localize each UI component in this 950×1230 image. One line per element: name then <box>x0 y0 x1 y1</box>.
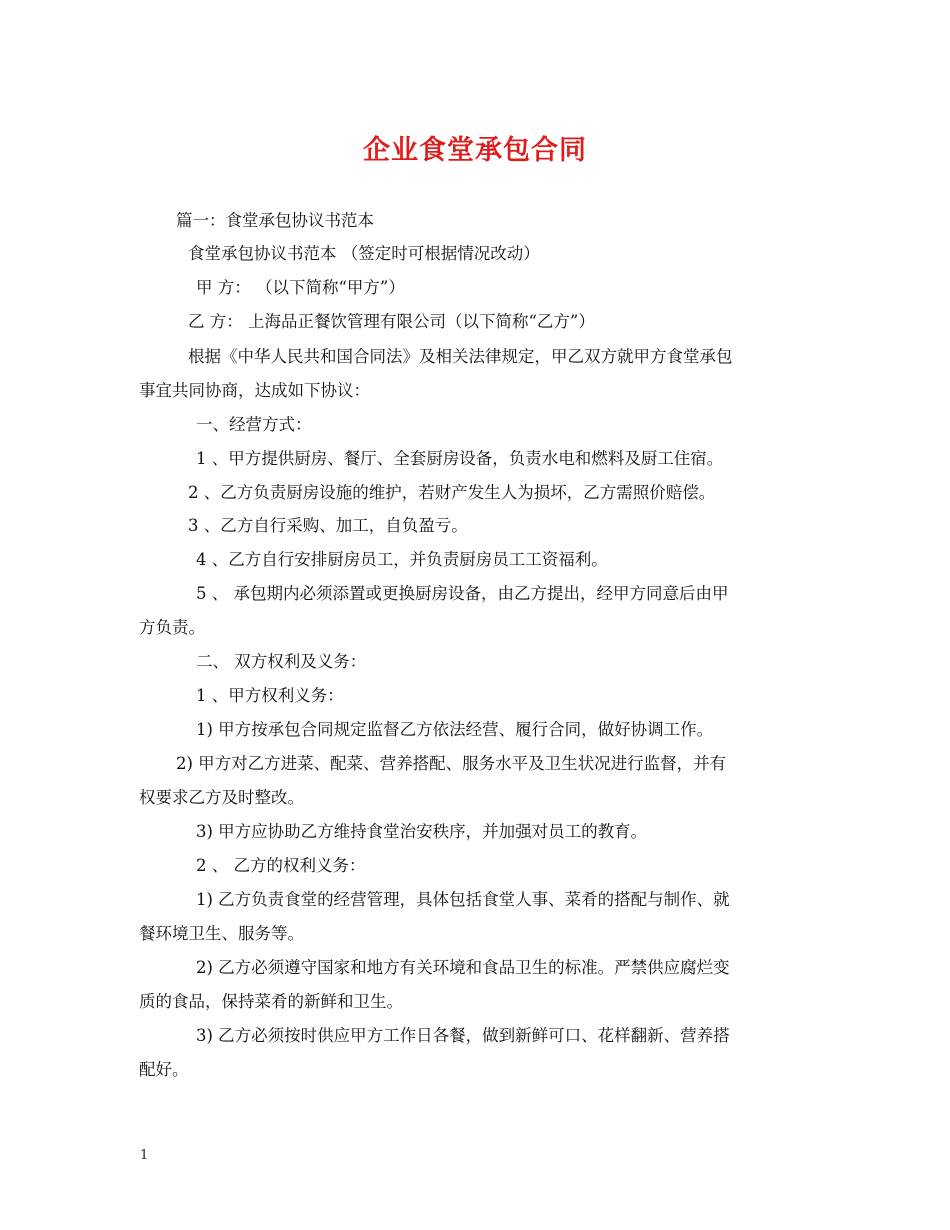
text-line: 方负责。 <box>139 618 205 637</box>
text-line: 根据《中华人民共和国合同法》及相关法律规定，甲乙双方就甲方食堂承包 <box>188 347 733 366</box>
text-line: 配好。 <box>139 1060 189 1079</box>
text-line: 3) 乙方必须按时供应甲方工作日各餐，做到新鲜可口、花样翻新、营养搭 <box>196 1026 730 1045</box>
text-line: 一、经营方式： <box>196 415 312 434</box>
text-line: 篇一：食堂承包协议书范本 <box>176 211 374 230</box>
text-line: 5 、 承包期内必须添置或更换厨房设备，由乙方提出，经甲方同意后由甲 <box>196 584 729 603</box>
text-line: 甲 方： （以下简称“甲方”） <box>196 278 405 297</box>
text-line: 3) 甲方应协助乙方维持食堂治安秩序，并加强对员工的教育。 <box>196 822 648 841</box>
text-line: 2 、 乙方的权利义务： <box>196 856 366 875</box>
text-line: 食堂承包协议书范本 （签定时可根据情况改动） <box>188 244 540 263</box>
text-line: 4 、乙方自行安排厨房员工，并负责厨房员工工资福利。 <box>196 550 608 569</box>
text-line: 3 、乙方自行采购、加工，自负盈亏。 <box>188 516 468 535</box>
text-line: 1) 乙方负责食堂的经营管理，具体包括食堂人事、菜肴的搭配与制作、就 <box>196 890 730 909</box>
text-line: 2) 乙方必须遵守国家和地方有关环境和食品卫生的标准。严禁供应腐烂变 <box>196 958 730 977</box>
text-line: 2) 甲方对乙方进菜、配菜、营养搭配、服务水平及卫生状况进行监督，并有 <box>176 754 727 773</box>
text-line: 二、 双方权利及义务： <box>196 652 367 671</box>
document-title: 企业食堂承包合同 <box>363 135 587 166</box>
text-line: 乙 方： 上海品正餐饮管理有限公司（以下简称“乙方”） <box>188 312 595 331</box>
text-line: 事宜共同协商，达成如下协议： <box>139 381 370 400</box>
text-line: 质的食品，保持菜肴的新鲜和卫生。 <box>139 992 403 1011</box>
text-line: 权要求乙方及时整改。 <box>139 788 304 807</box>
text-line: 2 、乙方负责厨房设施的维护，若财产发生人为损坏，乙方需照价赔偿。 <box>188 483 716 502</box>
page-number: 1 <box>140 1148 149 1163</box>
text-line: 1) 甲方按承包合同规定监督乙方依法经营、履行合同，做好协调工作。 <box>196 720 714 739</box>
text-line: 餐环境卫生、服务等。 <box>139 924 304 943</box>
text-line: 1 、甲方权利义务： <box>196 686 344 705</box>
text-line: 1 、甲方提供厨房、餐厅、全套厨房设备，负责水电和燃料及厨工住宿。 <box>196 449 724 468</box>
